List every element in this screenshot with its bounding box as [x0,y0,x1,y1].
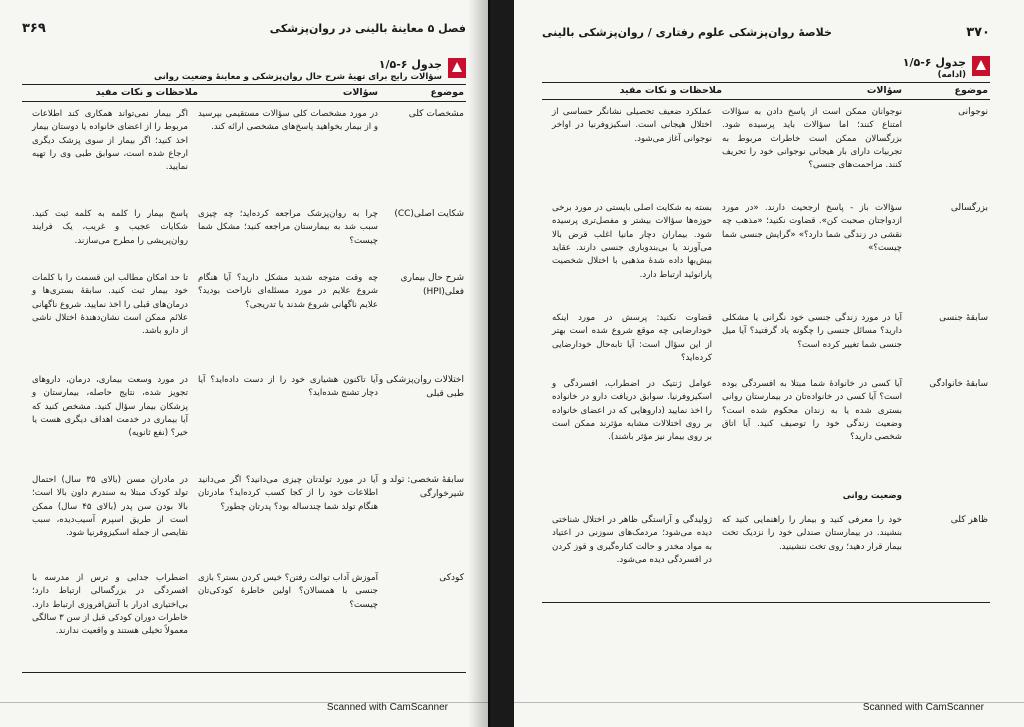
table-row [22,566,466,664]
row-topic: شکایت اصلی(CC) [394,209,464,219]
row-notes: تا حد امکان مطالب این قسمت را با کلمات خود بیمار ثبت کنید. سابقهٔ بستری‌ها و درمان‌های قبلی را اخذ نمایید. شروع ناگهانی علائم ممکن است نشان‌دهندهٔ اختلال ناشی از دارو باشد. [32,273,188,337]
row-questions: آموزش آداب توالت رفتن؟ خیس کردن بستر؟ بازی جنسی با همسالان؟ اولین خاطرهٔ کودکی‌تان چیست؟ [198,573,378,610]
warning-triangle-icon [972,56,990,76]
scanner-watermark: Scanned with CamScanner [862,702,984,713]
row-topic: مشخصات کلی [408,109,464,119]
table-caption: سؤالات رایج برای تهیهٔ شرح حال روان‌پزشکی و معاینهٔ وضعیت روانی [154,72,442,82]
row-notes: بسته به شکایت اصلی بایستی در مورد برخی حوزه‌ها سؤالات بیشتر و مفصل‌تری پرسیده شود. بیماران دچار مانیا اغلب قرض بالا می‌آورند یا بی‌بندوباری جنسی دارند. عقاید بیش‌بها داده شدهٔ مذهبی با اختلال شخصیت پارانوئید ارتباط دارد. [552,203,712,280]
running-title: فصل ۵ معاینهٔ بالینی در روان‌پزشکی [269,21,466,35]
table-row [542,484,990,508]
row-topic [902,490,990,508]
row-questions: چرا به روان‌پزشک مراجعه کرده‌اید؛ چه چیزی سبب شد به بیمارستان مراجعه کنید؛ مشکل شما چیست؟ [198,209,378,246]
running-title: خلاصهٔ روان‌پزشکی علوم رفتاری / روان‌پزشکی بالینی [542,25,832,39]
row-topic: سابقهٔ خانوادگی [929,379,988,389]
divider [542,602,990,603]
row-notes: اضطراب جدایی و ترس از مدرسه با افسردگی در بزرگسالی ارتباط دارد؛ بی‌اختیاری ادرار با آتش‌افروزی ارتباط دارد. خاطرات دوران کودکی قبل از سن ۳ سالگی معمولاً تخیلی هستند و واقعیت ندارند. [31,573,188,637]
row-notes: پاسخ بیمار را کلمه به کلمه ثبت کنید. شکایات عجیب و غریب، یک فرایند روان‌پریشی را مطرح می‌سازند. [32,209,188,246]
warning-triangle-icon [448,58,466,78]
column-header: سؤالات [342,87,378,98]
table-row [542,100,990,196]
right-page-content [542,22,990,603]
table-row [22,368,466,468]
table-header [22,85,466,102]
gutter-shadow [468,0,490,727]
column-header: موضوع [430,87,464,98]
table-header [542,83,990,100]
page-number: ۳۷۰ [966,24,990,40]
row-notes: در مادران مسن (بالای ۳۵ سال) احتمال تولد کودک مبتلا به سندرم داون بالا است؛ بالا بودن سن پدر (بالای ۴۵ سال) ممکن است از طریق اسپرم آسیب‌دیده، سبب نقایصی از جمله اسکیزوفرنیا شود. [32,475,188,539]
table-label: جدول ۶-۱/۵ [378,58,442,71]
row-questions: آیا کسی در خانوادهٔ شما مبتلا به افسردگی بوده است؟ آیا کسی در خانواده‌تان در بیمارستان روانی بستری شده یا به زندان محکوم شده است؟ وضعیت زندگی خود را توصیف کنید. آیا اتاق شخصی دارید؟ [722,379,902,443]
table-row [22,266,466,368]
row-questions: چه وقت متوجه شدید مشکل دارید؟ آیا هنگام شروع علایم در مورد مسئله‌ای ناراحت بودید؟ علایم ناگهانی شروع شدند یا تدریجی؟ [198,273,378,310]
column-header: سؤالات [866,85,902,96]
table-row [22,202,466,266]
row-notes: عملکرد ضعیف تحصیلی نشانگر حساسی از اختلال هیجانی است. اسکیزوفرنیا در اواخر نوجوانی آغاز می‌شود. [552,107,712,144]
table-row [542,306,990,372]
running-head [22,18,466,38]
right-page [514,0,1024,727]
row-questions: سؤالات باز - پاسخ ارجحیت دارند. «در مورد ازدواجتان صحبت کن». قضاوت نکنید؛ «مذهب چه نقشی در زندگی شما دارد؟» «گرایش جنسی شما چیست؟» [722,203,902,253]
divider [22,672,466,673]
row-topic: ظاهر کلی [950,515,988,525]
row-notes: اگر بیمار نمی‌تواند همکاری کند اطلاعات مربوط را از اعضای خانواده یا دوستان بیمار اخذ کنید؛ اگر بیمار از سوی پزشک دیگری ارجاع شده است، سوابق طبی وی را تهیه نمایید. [32,109,188,173]
row-topic: بزرگسالی [950,203,988,213]
row-notes: ژولیدگی و آراستگی ظاهر در اختلال شناختی دیده می‌شود؛ مردمک‌های سوزنی در اعتیاد به مواد مخدر و حالت کناره‌گیری و قوز کردن در افسردگی دیده می‌شود. [552,515,712,565]
left-page [0,0,490,727]
scanner-watermark: Scanned with CamScanner [326,702,448,713]
row-notes [542,490,712,508]
section-heading: وضعیت روانی [842,491,902,501]
row-questions: آیا در مورد تولدتان چیزی می‌دانید؟ اگر می‌دانید اطلاعات خود را از کجا کسب کرده‌اید؟ مادرتان هنگام تولد شما چندساله بود؟ پدرتان چطور؟ [198,475,378,512]
row-questions: نوجوانان ممکن است از پاسخ دادن به سؤالات امتناع کنند؛ اما سؤالات باید پرسیده شود. بزرگسالان ممکن است خاطرات مربوط به تجربیات دارای بار هیجانی نوجوانی خود را تحریف کنند. مزاحمت‌های جنسی؟ [722,107,902,171]
table-title [542,56,990,80]
row-topic: اختلالات روان‌پزشکی و طبی قبلی [378,375,464,399]
row-notes: قضاوت نکنید: پرسش در مورد اینکه خودارضایی چه موقع شروع شده است بهتر از این سؤال است: آیا تابه‌حال خودارضایی کرده‌اید؟ [552,313,712,363]
row-questions: آیا تاکنون هشیاری خود را از دست داده‌اید؟ آیا دچار تشنج شده‌اید؟ [198,375,378,399]
left-page-content [22,18,466,673]
row-topic: سابقهٔ جنسی [939,313,988,323]
row-topic: شرح حال بیماری فعلی(HPI) [400,273,464,297]
table-row [542,508,990,594]
table-title [22,58,466,82]
row-questions: در مورد مشخصات کلی سؤالات مستقیمی بپرسید و از بیمار بخواهید پاسخ‌های مشخصی ارائه کند. [198,109,378,133]
column-header: ملاحظات و نکات مفید [619,85,722,96]
table-label: جدول ۶-۱/۵ [902,56,966,69]
table-continued: (ادامه) [937,70,966,80]
row-topic: کودکی [439,573,464,583]
table-row [22,468,466,566]
book-gutter [490,0,514,727]
table-row [542,196,990,306]
column-header: موضوع [954,85,988,96]
row-questions: خود را معرفی کنید و بیمار را راهنمایی کنید که بنشیند. در بیمارستان صندلی خود را نزدیک تخت بیمار قرار دهید؛ روی تخت ننشینید. [722,515,902,552]
row-notes: در مورد وسعت بیماری، درمان، داروهای تجویز شده، نتایج حاصله، بیمارستان و پزشکان بیمار سؤال کنید. مشخص کنید که آیا بیماری در خدمت اهداف دیگری هست یا خیر؟ (نفع ثانویه) [32,375,188,439]
page-number: ۳۶۹ [22,20,46,36]
running-head [542,22,990,42]
row-topic: سابقهٔ شخصی: تولد و شیرخوارگی [382,475,464,499]
column-header: ملاحظات و نکات مفید [95,87,198,98]
row-notes: عوامل ژنتیک در اضطراب، افسردگی و اسکیزوفرنیا. سوابق دریافت دارو در خانواده را اخذ نمایید (داروهایی که در اعضای خانواده بر روی اختلالات مشابه مؤثرند ممکن است بر روی بیمار نیز مؤثر باشند). [552,379,712,443]
table-row [542,372,990,484]
row-topic: نوجوانی [958,107,988,117]
row-questions: آیا در مورد زندگی جنسی خود نگرانی یا مشکلی دارید؟ مسائل جنسی را چگونه یاد گرفتید؟ آیا میل جنسی شما تغییر کرده است؟ [722,313,902,350]
table-row [22,102,466,202]
